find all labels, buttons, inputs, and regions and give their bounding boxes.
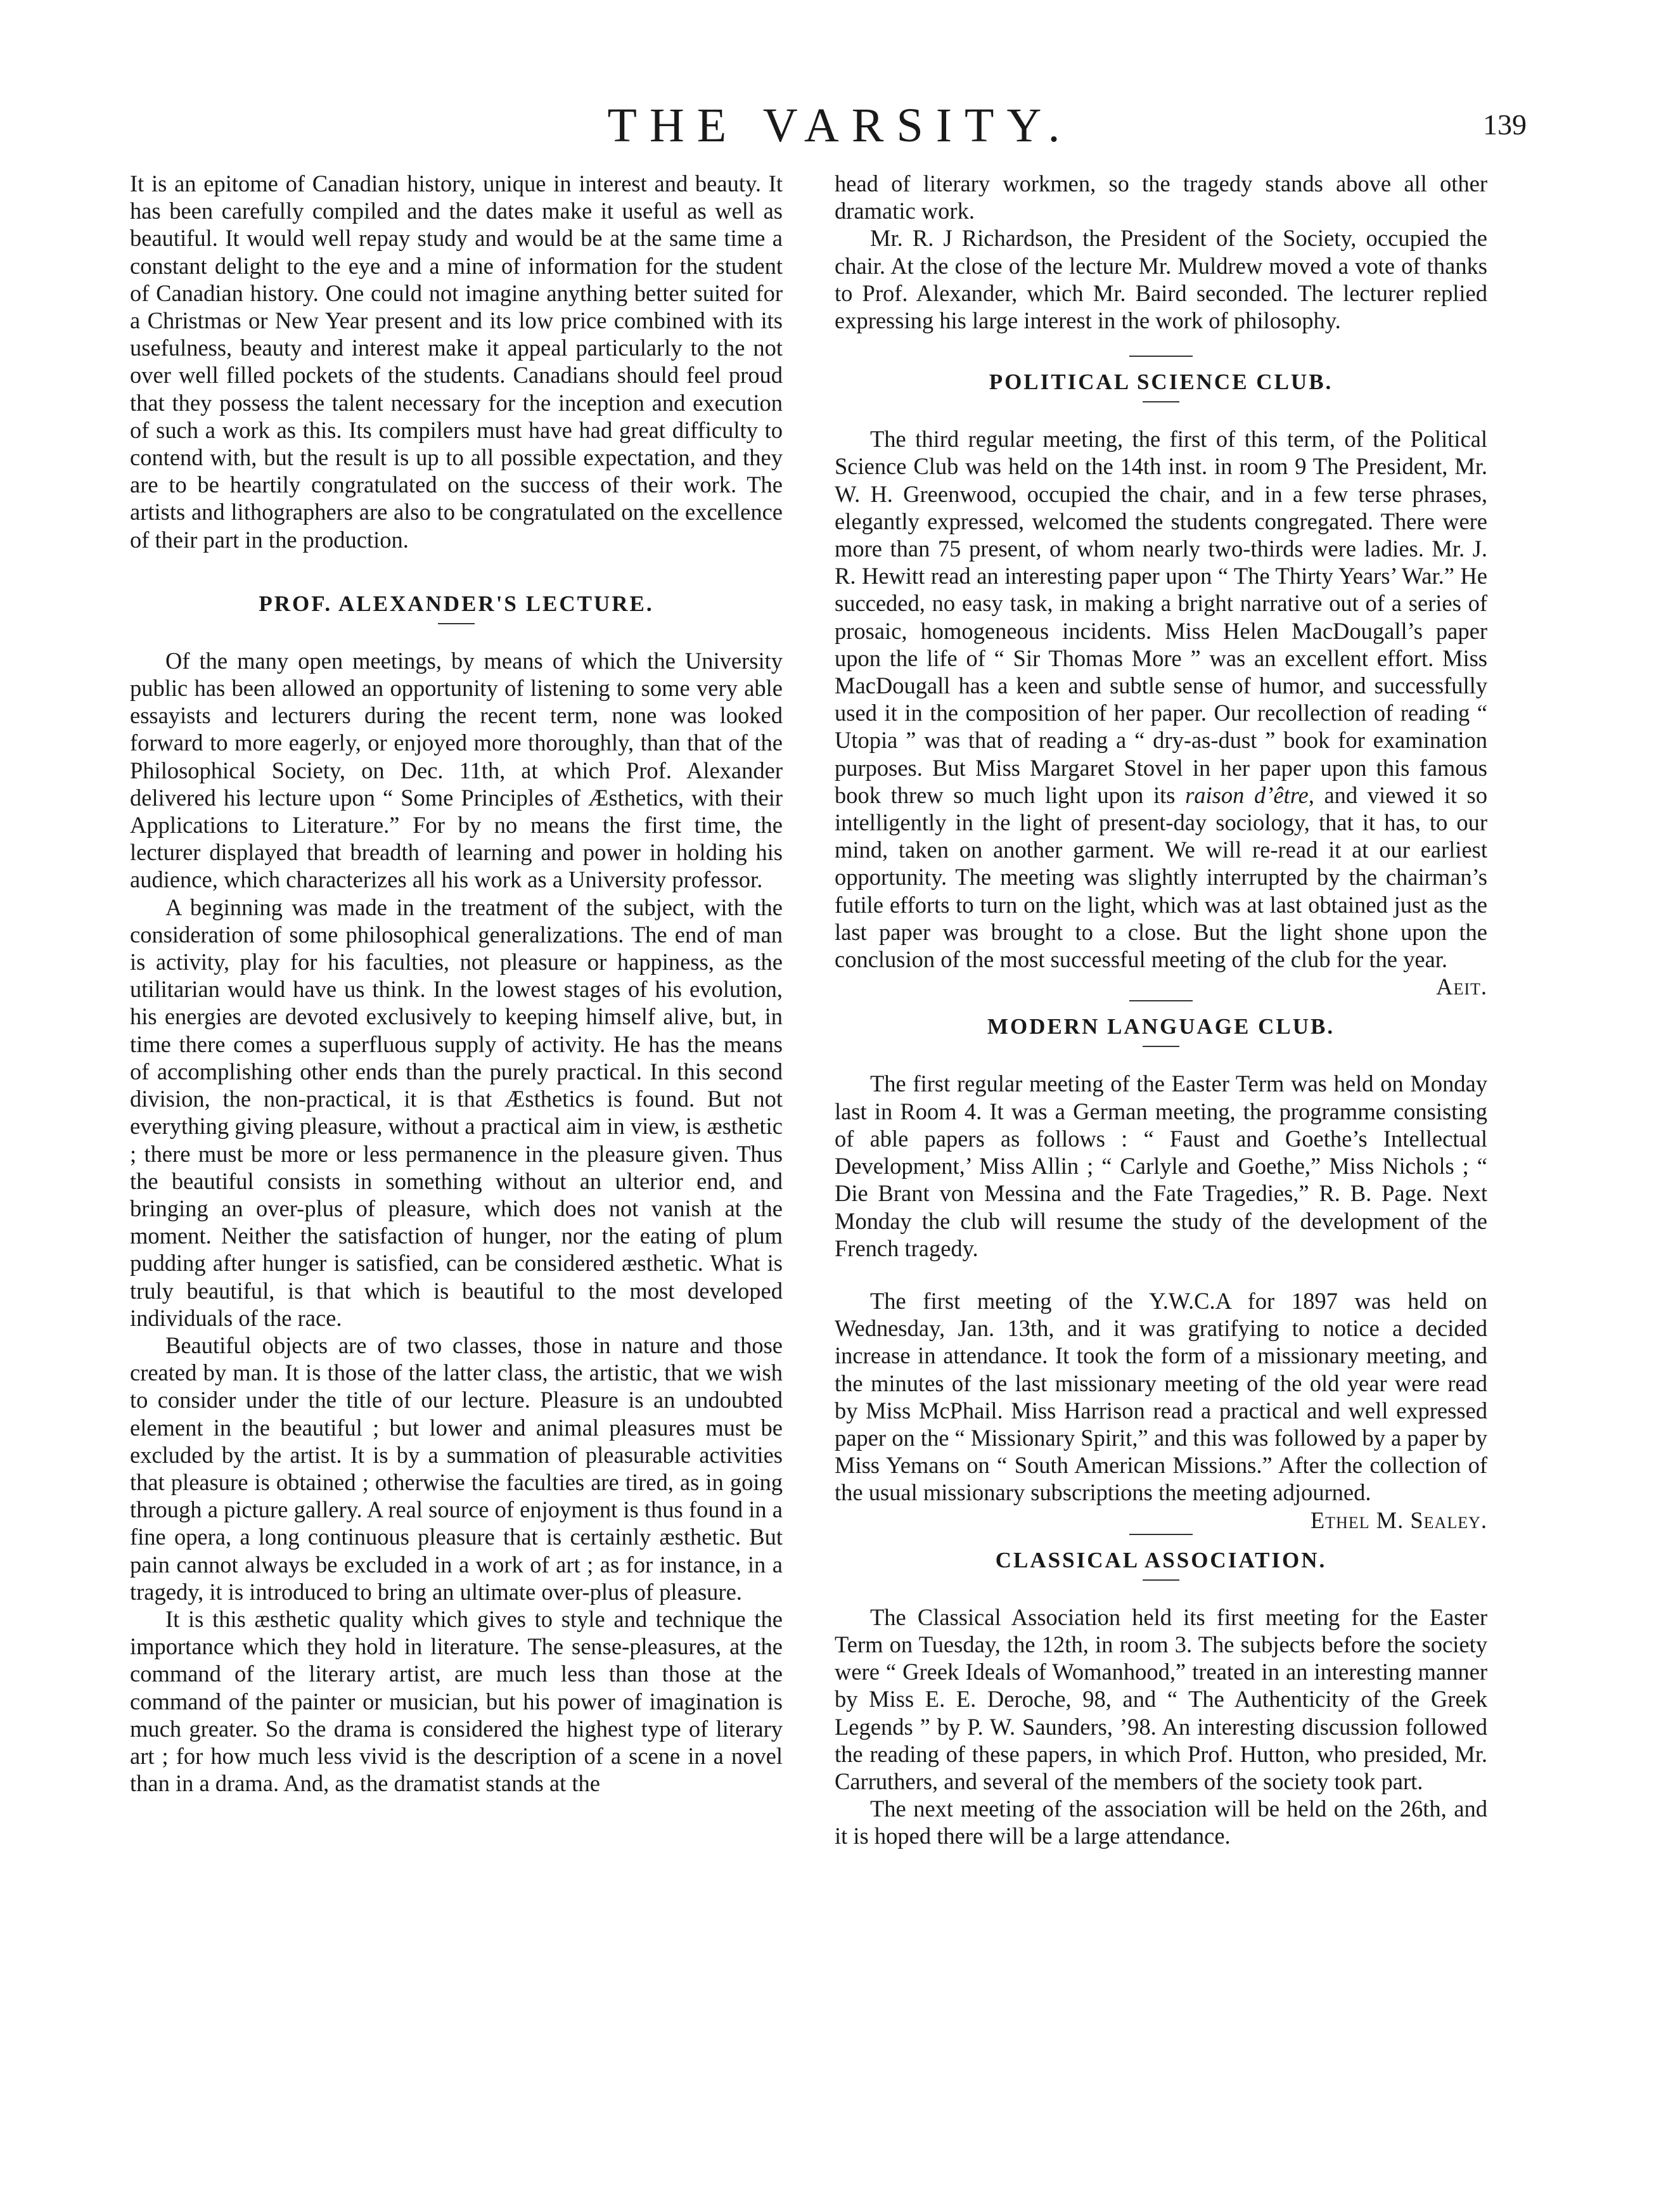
lecture-paragraph: It is this æsthetic quality which gives to style and technique the importance which they hold in literature. The sense-pleasures, at the command of the literary artist, are much less than those at the command of the painter or musician, but his power of imagination is much greater. So the drama is considered the highest type of literary art ; for how much less vivid is the description of a scene in a novel than in a drama. And, as the dramatist stands at the <box>130 1605 783 1797</box>
classical-association-heading: CLASSICAL ASSOCIATION. <box>995 1547 1327 1572</box>
classical-paragraph: The Classical Association held its first meeting for the Easter Term on Tuesday, the 12th, in room 3. The subjects before the society were “ Greek Ideals of Womanhood,” treated in an interesting manner by Miss E. E. Deroche, 98, and “ The Authenticity of the Greek Legends ” by P. W. Saunders, ’98. An interesting discussion followed the reading of these papers, in which Prof. Hutton, who presided, Mr. Carruthers, and several of the members of the society took part. <box>835 1604 1487 1794</box>
modern-language-paragraph: The first regular meeting of the Easter Term was held on Monday last in Room 4. It was a German meeting, the programme consisting of able papers as follows : “ Faust and Goethe’s Intellectual Development,’ Miss Allin ; “ Carlyle and Goethe,” Miss Nichols ; “ Die Brant von Messina and the Fate Tragedies,” R. B. Page. Next Monday the club will resume the study of the development of the French tragedy. <box>835 1070 1487 1261</box>
section-divider <box>1129 1534 1193 1535</box>
modern-language-heading: MODERN LANGUAGE CLUB. <box>987 1014 1335 1039</box>
ywca-signature: Ethel M. Sealey. <box>1310 1507 1487 1533</box>
section-divider <box>1143 1579 1179 1581</box>
page-number: 139 <box>1483 108 1527 141</box>
ywca-paragraph <box>835 1287 1487 1533</box>
lecture-closing-paragraph: Mr. R. J Richardson, the President of the Society, occupied the chair. At the close of the lecture Mr. Muldrew moved a vote of thanks to Prof. Alexander, which Mr. Baird seconded. The lecturer replied expressing his large interest in the work of philosophy. <box>835 225 1487 334</box>
publication-title: THE VARSITY. <box>607 99 1073 152</box>
book-review-paragraph: It is an epitome of Canadian history, unique in interest and beauty. It has been carefully compiled and the dates make it useful as well as beautiful. It would well repay study and would be at the same time a constant delight to the eye and a mine of information for the student of Canadian history. One could not imagine anything better suited for a Christmas or New Year present and its low price combined with its usefulness, beauty and interest make it appeal particularly to the not over well filled pockets of the students. Canadians should feel proud that they possess the talent necessary for the inception and execution of such a work as this. Its compilers must have had great difficulty to contend with, but the result is up to all possible expectation, and they are to be heartily congratulated on the success of their work. The artists and lithographers are also to be congratulated on the excellence of their part in the production. <box>130 170 783 553</box>
political-science-paragraph <box>835 425 1488 1000</box>
section-divider <box>1143 401 1179 402</box>
section-divider <box>1129 356 1193 357</box>
classical-paragraph: The next meeting of the association will be held on the 26th, and it is hoped there will be a large attendance. <box>835 1796 1487 1849</box>
right-column <box>835 170 1487 1850</box>
raison-detre-phrase: raison d’être, <box>1185 781 1314 808</box>
section-divider <box>1129 1000 1193 1001</box>
political-signature: Aeit. <box>1436 974 1487 1000</box>
masthead <box>0 95 1680 165</box>
political-text-part2: and viewed it so intelligently in the light of present-day sociology, that it has, to our mind, taken on another garment. We will re-read it at our earliest opportunity. The meeting was slightly interrupted by the chairman’s futile efforts to turn on the light, which was at last obtained just as the last paper was brought to a close. But the light shone upon the conclusion of the most successful meeting of the club for the year. <box>835 781 1488 973</box>
lecture-paragraph: Beautiful objects are of two classes, those in nature and those created by man. It is those of the latter class, the artistic, that we wish to consider under the title of our lecture. Pleasure is an undoubted element in the beautiful ; but lower and animal pleasures must be excluded by the artist. It is by a summation of pleasurable activities that pleasure is obtained ; otherwise the faculties are tired, as in going through a picture gallery. A real source of enjoyment is thus found in a fine opera, a long continuous pleasure that is certainly æsthetic. But pain cannot always be excluded in a work of art ; as for instance, in a tragedy, it is introduced to bring an ultimate over-plus of pleasure. <box>130 1332 783 1605</box>
political-science-heading: POLITICAL SCIENCE CLUB. <box>989 370 1333 395</box>
section-divider <box>438 623 475 624</box>
ywca-text: The first meeting of the Y.W.C.A for 1897 was held on Wednesday, Jan. 13th, and it was gratifying to notice a decided increase in attendance. It took the form of a missionary meeting, and the minutes of the last missionary meeting of the old year were read by Miss McPhail. Miss Harrison read a practical and well expressed paper on the “ Missionary Spirit,” and this was followed by a paper by Miss Yemans on “ South American Missions.” After the collection of the usual missionary subscriptions the meeting adjourned. <box>835 1287 1487 1506</box>
lecture-paragraph: Of the many open meetings, by means of which the University public has been allowed an opportunity of listening to some very able essayists and lecturers during the recent term, none was looked forward to more eagerly, or enjoyed more thoroughly, than that of the Philosophical Society, on Dec. 11th, at which Prof. Alexander delivered his lecture upon “ Some Principles of Æsthetics, with their Applications to Literature.” For by no means the first time, the lecturer displayed that breadth of learning and power in holding his audience, which characterizes all his work as a University professor. <box>130 647 783 893</box>
lecture-continued-paragraph: head of literary workmen, so the tragedy stands above all other dramatic work. <box>835 170 1487 224</box>
political-text-part1: The third regular meeting, the first of this term, of the Political Science Club was held on the 14th inst. in room 9 The President, Mr. W. H. Greenwood, occupied the chair, and in a few terse phrases, elegantly expressed, welcomed the students congregated. There were more than 75 present, of whom nearly two-thirds were ladies. Mr. J. R. Hewitt read an interesting paper upon “ The Thirty Years’ War.” He succeded, no easy task, in making a bright narrative out of a series of prosaic, homogeneous incidents. Miss Helen MacDougall’s paper upon the life of “ Sir Thomas More ” was an excellent effort. Miss MacDougall has a keen and subtle sense of humor, and successfully used it in the composition of her paper. Our recollection of reading “ Utopia ” was that of reading a “ dry-as-dust ” book for examination purposes. But Miss Margaret Stovel in her paper upon this famous book threw so much light upon its <box>835 426 1487 808</box>
left-column <box>130 170 783 1797</box>
lecture-heading: PROF. ALEXANDER'S LECTURE. <box>259 591 654 616</box>
section-divider <box>1143 1046 1179 1047</box>
lecture-paragraph: A beginning was made in the treatment of the subject, with the consideration of some philosophical generalizations. The end of man is activity, play for his faculties, not pleasure or happiness, as the utilitarian would have us think. In the lowest stages of his evolution, his energies are devoted exclusively to keeping himself alive, but, in time there comes a superfluous supply of activity. He has the means of accomplishing other ends than the purely practical. In this second division, the non-practical, it is that Æsthetics is found. But not everything giving pleasure, without a practical aim in view, is æsthetic ; there must be more or less permanence in the pleasure given. Thus the beautiful consists in something without an ulterior end, and bringing an over-plus of pleasure, which does not vanish at the moment. Neither the satisfaction of hunger, nor the eating of plum pudding after hunger is satisfied, can be considered æsthetic. What is truly beautiful, is that which is beautiful to the most developed individuals of the race. <box>130 894 783 1331</box>
